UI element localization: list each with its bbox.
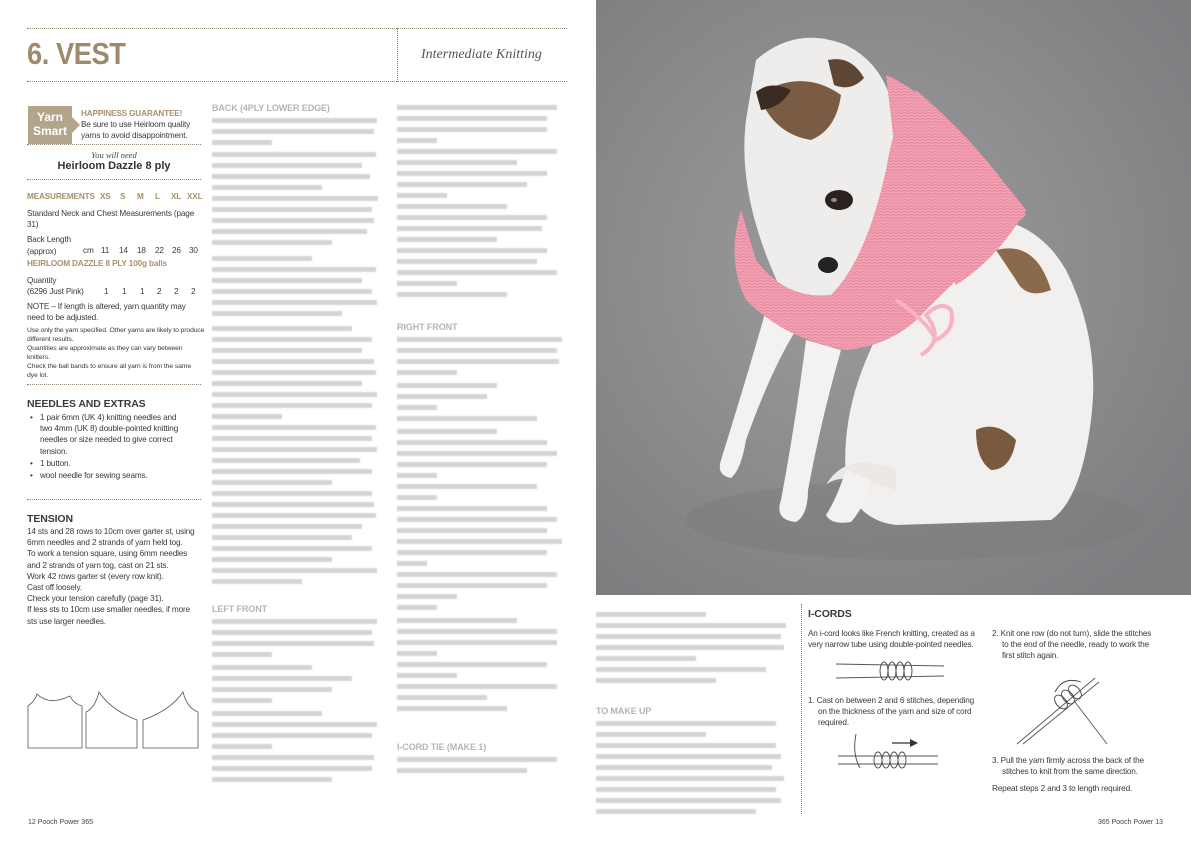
step-1-line: 1. Cast on between 2 and 6 stitches, depending bbox=[808, 696, 975, 705]
greyhound-in-pink-vest bbox=[596, 0, 1191, 595]
title-rule bbox=[27, 81, 567, 82]
icord-illustration-3 bbox=[1015, 672, 1110, 747]
blurred-text bbox=[596, 719, 792, 829]
blurred-text bbox=[397, 755, 569, 780]
size-l: L bbox=[155, 192, 160, 201]
back-length-xxl: 30 bbox=[189, 246, 198, 256]
happiness-guarantee bbox=[81, 108, 190, 142]
schematic-right-front bbox=[143, 692, 198, 748]
fine-print-line: Quantities are approximate as they can vary between knitters. bbox=[27, 345, 183, 362]
fine-print bbox=[27, 326, 205, 380]
size-m: M bbox=[137, 192, 144, 201]
size-xs: XS bbox=[100, 192, 111, 201]
needles-item bbox=[40, 412, 207, 457]
back-instructions-blurred bbox=[212, 116, 384, 594]
quantity-xl: 2 bbox=[174, 286, 179, 296]
step-2-line: to the end of the needle, ready to work the bbox=[1002, 640, 1149, 650]
difficulty-level: Intermediate Knitting bbox=[421, 47, 542, 62]
icords-step-2 bbox=[992, 628, 1172, 662]
icord-illustration-1 bbox=[836, 656, 946, 686]
quantity-m: 1 bbox=[140, 286, 145, 296]
yarn-smart-badge bbox=[28, 106, 72, 144]
title-divider bbox=[397, 28, 398, 82]
fine-print-line: Use only the yarn specified. Other yarns are likely to produce bbox=[27, 327, 205, 335]
icords-step-1 bbox=[808, 695, 988, 729]
icord-illustration-2 bbox=[838, 728, 944, 776]
yarn-smart-label-1: Yarn bbox=[36, 110, 63, 124]
tension-line: 6mm needles and 2 strands of yarn held tog. bbox=[27, 538, 183, 548]
icord-tie-heading: I-CORD TIE (MAKE 1) bbox=[397, 742, 487, 752]
rule bbox=[27, 499, 201, 500]
blurred-text bbox=[212, 116, 384, 594]
step-1-line: on the thickness of the yarn and size of cord bbox=[818, 707, 972, 717]
to-make-up-heading: TO MAKE UP bbox=[596, 706, 652, 716]
step-1-line: required. bbox=[818, 718, 849, 728]
right-front-heading: RIGHT FRONT bbox=[397, 322, 458, 332]
icord-divider bbox=[801, 604, 802, 814]
tension-line: sts use larger needles. bbox=[27, 616, 106, 626]
needles-list bbox=[27, 412, 207, 481]
you-will-need: You will need bbox=[91, 150, 137, 160]
icord-tie-blurred bbox=[397, 755, 569, 780]
quantity-l: 2 bbox=[157, 286, 162, 296]
tension-line: and 2 strands of yarn tog, cast on 21 sts. bbox=[27, 560, 169, 570]
to-make-up-blurred bbox=[596, 719, 792, 829]
vest-schematic bbox=[27, 686, 202, 750]
quantity-xxl: 2 bbox=[191, 286, 196, 296]
top-rule bbox=[27, 28, 567, 29]
back-length-xl: 26 bbox=[172, 246, 181, 256]
size-s: S bbox=[120, 192, 126, 201]
tension-line: Cast off loosely. bbox=[27, 583, 82, 593]
measurements-label: MEASUREMENTS bbox=[27, 192, 95, 201]
step-2-line: 2. Knit one row (do not turn), slide the stitches bbox=[992, 629, 1152, 638]
tension-text bbox=[27, 526, 209, 627]
rule bbox=[27, 179, 201, 180]
fine-print-line: Check the ball bands to ensure all yarn is from the same bbox=[27, 363, 192, 371]
back-length-s: 14 bbox=[119, 246, 128, 256]
back-length-xs: 11 bbox=[101, 246, 110, 256]
icords-step-3 bbox=[992, 755, 1172, 795]
icords-intro-line: An i-cord looks like French knitting, created as a bbox=[808, 629, 975, 638]
standard-measurements: Standard Neck and Chest Measurements (page 31) bbox=[27, 209, 195, 230]
step-3-line: 3. Pull the yarn firmly across the back of the bbox=[992, 756, 1144, 765]
step-2-line: first stitch again. bbox=[1002, 651, 1059, 661]
back-heading: BACK (4PLY LOWER EDGE) bbox=[212, 103, 330, 113]
quantity-label: Quantity bbox=[27, 275, 57, 285]
blurred-text bbox=[212, 617, 384, 802]
rule bbox=[27, 144, 201, 145]
repeat-instruction: Repeat steps 2 and 3 to length required. bbox=[992, 784, 1133, 794]
back-length-l: 22 bbox=[155, 246, 164, 256]
tension-line: Work 42 rows garter st (every row knit). bbox=[27, 571, 164, 581]
size-xxl: XXL bbox=[187, 192, 203, 201]
icords-heading: I-CORDS bbox=[808, 608, 852, 620]
blurred-text bbox=[397, 335, 569, 730]
needles-line: • wool needle for sewing seams. bbox=[40, 471, 148, 481]
schematic-back bbox=[28, 694, 82, 748]
left-front-heading: LEFT FRONT bbox=[212, 604, 267, 614]
footer-right: 365 Pooch Power 13 bbox=[1098, 819, 1163, 826]
schematic-left-front bbox=[86, 692, 137, 748]
note-line-2: need to be adjusted. bbox=[27, 312, 99, 322]
tension-heading: TENSION bbox=[27, 513, 73, 525]
rule bbox=[27, 384, 201, 385]
size-xl: XL bbox=[171, 192, 182, 201]
back-length-approx: (approx) bbox=[27, 246, 57, 256]
quantity-s: 1 bbox=[122, 286, 127, 296]
guarantee-heading: HAPPINESS GUARANTEE! bbox=[81, 109, 183, 118]
back-length-label: Back Length bbox=[27, 235, 71, 245]
quantity-xs: 1 bbox=[104, 286, 109, 296]
tension-line: To work a tension square, using 6mm needles bbox=[27, 549, 188, 559]
dog-photo bbox=[596, 0, 1191, 595]
needles-line: needles or size needed to give correct bbox=[40, 435, 173, 445]
footer-left: 12 Pooch Power 365 bbox=[28, 819, 93, 826]
right-front-instructions-blurred bbox=[397, 335, 569, 730]
quantity-colour: (6296 Just Pink) bbox=[27, 286, 84, 296]
icords-intro bbox=[808, 628, 988, 650]
yarn-name: Heirloom Dazzle 8 ply bbox=[57, 160, 171, 172]
tension-line: 14 sts and 28 rows to 10cm over garter st, using bbox=[27, 527, 195, 536]
yarn-smart-label-2: Smart bbox=[32, 124, 67, 138]
left-front-instructions-blurred bbox=[212, 617, 384, 802]
needles-line: • 1 pair 6mm (UK 4) knitting needles and bbox=[40, 413, 177, 422]
back-continued-blurred bbox=[397, 103, 569, 303]
blurred-text bbox=[397, 103, 569, 303]
needles-line: tension. bbox=[40, 446, 68, 456]
note-line-1: NOTE – If length is altered, yarn quantity may bbox=[27, 301, 186, 311]
fine-print-line: dye lot. bbox=[27, 372, 49, 380]
needles-item bbox=[40, 470, 207, 481]
page-title: 6. VEST bbox=[27, 36, 126, 71]
measurements-block bbox=[27, 191, 205, 380]
needles-heading: NEEDLES AND EXTRAS bbox=[27, 398, 146, 410]
guarantee-line-1: Be sure to use Heirloom quality bbox=[81, 120, 191, 130]
unit: cm bbox=[83, 246, 94, 256]
guarantee-line-2: yarns to avoid disappointment. bbox=[81, 131, 188, 141]
icords-intro-line: very narrow tube using double-pointed needles. bbox=[808, 640, 974, 650]
needles-line: • 1 button. bbox=[40, 458, 71, 468]
back-length-m: 18 bbox=[137, 246, 146, 256]
needles-line: two 4mm (UK 8) double-pointed knitting bbox=[40, 424, 179, 434]
yarn-heading: HEIRLOOM DAZZLE 8 PLY 100g balls bbox=[27, 259, 167, 269]
tension-line: Check your tension carefully (page 31). bbox=[27, 594, 164, 604]
tension-line: If less sts to 10cm use smaller needles, if more bbox=[27, 605, 190, 615]
step-3-line: stitches to knit from the same direction. bbox=[1002, 767, 1138, 777]
needles-item bbox=[40, 458, 207, 469]
fine-print-line: different results. bbox=[27, 336, 74, 344]
